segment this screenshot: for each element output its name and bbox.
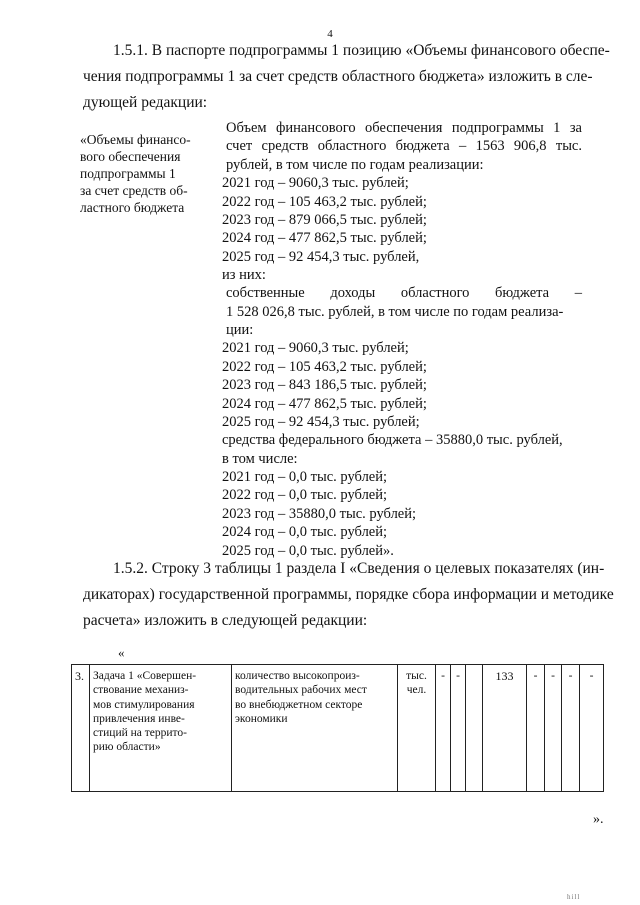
value-cell: - xyxy=(580,665,604,792)
value-line: 2023 год – 843 186,5 тыс. рублей; xyxy=(222,377,427,393)
value-cell xyxy=(466,665,483,792)
task-line: привлечения инве- xyxy=(93,712,185,725)
value-line: 2022 год – 105 463,2 тыс. рублей; xyxy=(222,194,427,210)
task-cell xyxy=(90,665,232,792)
row-number: 3. xyxy=(72,665,90,792)
value-line: 2025 год – 92 454,3 тыс. рублей; xyxy=(222,414,420,430)
task-line: Задача 1 «Совершен- xyxy=(93,670,197,682)
value-cell: - xyxy=(436,665,451,792)
table-row xyxy=(72,665,604,792)
value-line: 1 528 026,8 тыс. рублей, в том числе по годам реализа- xyxy=(226,304,564,320)
value-line: 2021 год – 0,0 тыс. рублей; xyxy=(222,469,388,485)
page-number: 4 xyxy=(327,28,333,40)
value-line: 2023 год – 35880,0 тыс. рублей; xyxy=(222,506,417,522)
paragraph-line: расчета» изложить в следующей редакции: xyxy=(83,612,368,629)
value-line: Объем финансового обеспечения подпрограммы 1 за xyxy=(226,120,582,136)
label-line: подпрограммы 1 xyxy=(80,166,176,181)
value-line: 2021 год – 9060,3 тыс. рублей; xyxy=(222,175,409,191)
value-cell: 133 xyxy=(483,665,527,792)
value-cell: - xyxy=(527,665,545,792)
scan-mark: hill xyxy=(567,893,581,901)
value-line: в том числе: xyxy=(222,451,298,467)
paragraph-line: чения подпрограммы 1 за счет средств областного бюджета» изложить в сле- xyxy=(83,68,593,85)
closing-quote: ». xyxy=(593,812,604,827)
opening-quote: « xyxy=(118,645,125,660)
value-line: 2024 год – 0,0 тыс. рублей; xyxy=(222,524,388,540)
task-line: рию области» xyxy=(93,741,161,754)
label-line: ластного бюджета xyxy=(80,200,185,215)
indicators-table xyxy=(71,664,604,792)
value-line: из них: xyxy=(222,267,266,283)
indicator-line: количество высокопроиз- xyxy=(235,670,360,682)
value-cell: - xyxy=(562,665,580,792)
label-line: за счет средств об- xyxy=(80,183,188,198)
paragraph-line: 1.5.2. Строку 3 таблицы 1 раздела I «Сведения о целевых показателях (ин- xyxy=(113,560,605,577)
value-cell: - xyxy=(545,665,562,792)
task-line: стиций на террито- xyxy=(93,727,187,740)
value-line: 2024 год – 477 862,5 тыс. рублей; xyxy=(222,230,427,246)
indicator-cell xyxy=(232,665,398,792)
value-line: 2025 год – 92 454,3 тыс. рублей, xyxy=(222,249,420,265)
value-line: средства федерального бюджета – 35880,0 тыс. рублей, xyxy=(222,432,563,448)
value-cell: - xyxy=(451,665,466,792)
indicator-line: экономики xyxy=(235,712,288,725)
value-line: 2024 год – 477 862,5 тыс. рублей; xyxy=(222,396,427,412)
unit-line: чел. xyxy=(406,684,427,697)
value-line: 2022 год – 0,0 тыс. рублей; xyxy=(222,487,388,503)
paragraph-line: дующей редакции: xyxy=(83,94,208,111)
value-line: счет средств областного бюджета – 1563 906,8 тыс. xyxy=(226,138,582,154)
value-line: собственные доходы областного бюджета – xyxy=(226,285,582,301)
paragraph-line: 1.5.1. В паспорте подпрограммы 1 позицию «Объемы финансового обеспе- xyxy=(113,42,610,59)
label-line: «Объемы финансо- xyxy=(80,132,191,147)
paragraph-1-5-2 xyxy=(83,556,614,634)
value-line: рублей, в том числе по годам реализации: xyxy=(226,157,484,173)
indicator-line: водительных рабочих мест xyxy=(235,684,367,697)
value-line: 2023 год – 879 066,5 тыс. рублей; xyxy=(222,212,427,228)
task-line: ствование механиз- xyxy=(93,684,189,697)
value-line: 2021 год – 9060,3 тыс. рублей; xyxy=(222,340,409,356)
paragraph-1-5-1 xyxy=(83,38,610,116)
value-line: ции: xyxy=(226,322,254,338)
value-line: 2025 год – 0,0 тыс. рублей». xyxy=(222,543,394,559)
unit-cell xyxy=(398,665,436,792)
unit-line: тыс. xyxy=(406,670,427,682)
label-line: вого обеспечения xyxy=(80,149,181,164)
task-line: мов стимулирования xyxy=(93,698,195,711)
indicator-line: во внебюджетном секторе xyxy=(235,698,363,711)
passport-position-label xyxy=(80,131,225,216)
paragraph-line: дикаторах) государственной программы, порядке сбора информации и методике xyxy=(83,586,614,603)
value-line: 2022 год – 105 463,2 тыс. рублей; xyxy=(222,359,427,375)
